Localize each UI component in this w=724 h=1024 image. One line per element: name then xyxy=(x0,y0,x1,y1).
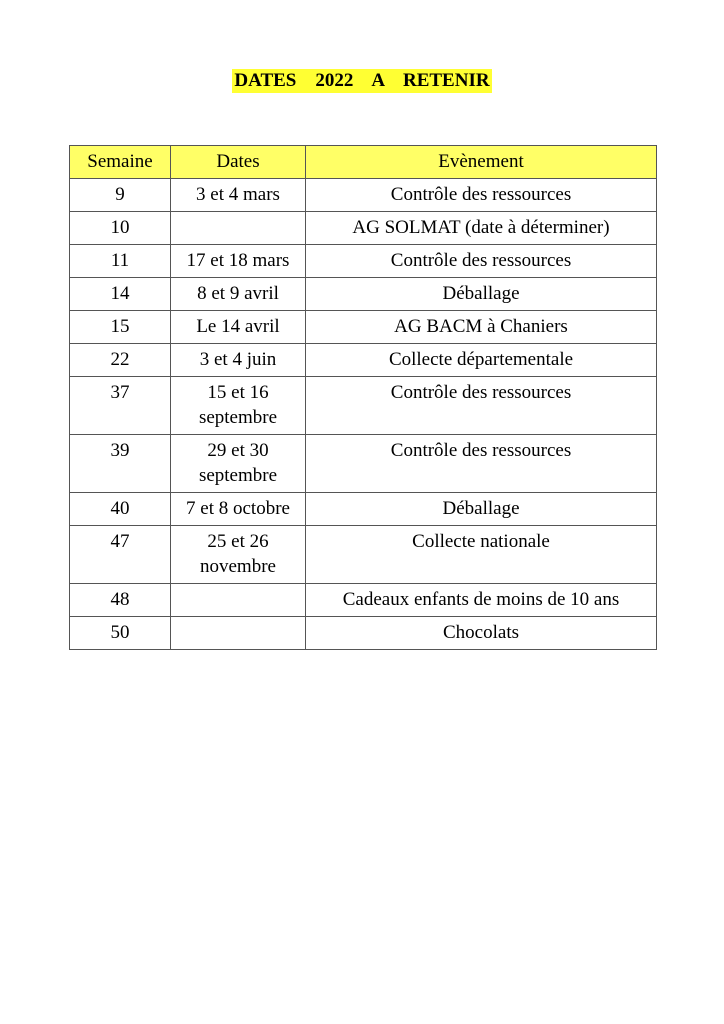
table-row xyxy=(70,278,657,311)
dates-cell: 3 et 4 mars xyxy=(171,179,306,212)
events-table xyxy=(69,145,657,650)
week-cell: 48 xyxy=(70,584,171,617)
event-cell: Contrôle des ressources xyxy=(306,179,657,212)
week-cell: 9 xyxy=(70,179,171,212)
table-row xyxy=(70,179,657,212)
week-cell: 14 xyxy=(70,278,171,311)
event-cell: Chocolats xyxy=(306,617,657,650)
event-cell: Contrôle des ressources xyxy=(306,435,657,493)
table-row xyxy=(70,311,657,344)
dates-cell: 7 et 8 octobre xyxy=(171,493,306,526)
header-event: Evènement xyxy=(306,146,657,179)
table-row xyxy=(70,344,657,377)
event-cell: Contrôle des ressources xyxy=(306,245,657,278)
event-cell: Déballage xyxy=(306,493,657,526)
table-row xyxy=(70,617,657,650)
page-title: DATES 2022 A RETENIR xyxy=(234,70,490,91)
event-cell: AG BACM à Chaniers xyxy=(306,311,657,344)
week-cell: 47 xyxy=(70,526,171,584)
header-row xyxy=(70,146,657,179)
week-cell: 11 xyxy=(70,245,171,278)
dates-cell xyxy=(171,212,306,245)
event-cell: Contrôle des ressources xyxy=(306,377,657,435)
header-week: Semaine xyxy=(70,146,171,179)
dates-cell xyxy=(171,617,306,650)
table-header xyxy=(70,146,657,179)
table-body xyxy=(70,179,657,650)
dates-cell: 8 et 9 avril xyxy=(171,278,306,311)
table-row xyxy=(70,584,657,617)
week-cell: 22 xyxy=(70,344,171,377)
dates-cell: 29 et 30 septembre xyxy=(171,435,306,493)
title-wrapper xyxy=(0,69,724,93)
dates-cell: 17 et 18 mars xyxy=(171,245,306,278)
dates-cell: Le 14 avril xyxy=(171,311,306,344)
table-row xyxy=(70,526,657,584)
week-cell: 15 xyxy=(70,311,171,344)
header-dates: Dates xyxy=(171,146,306,179)
week-cell: 50 xyxy=(70,617,171,650)
event-cell: AG SOLMAT (date à déterminer) xyxy=(306,212,657,245)
week-cell: 10 xyxy=(70,212,171,245)
event-cell: Cadeaux enfants de moins de 10 ans xyxy=(306,584,657,617)
table-row xyxy=(70,212,657,245)
dates-cell: 3 et 4 juin xyxy=(171,344,306,377)
week-cell: 39 xyxy=(70,435,171,493)
table-row xyxy=(70,435,657,493)
table-row xyxy=(70,377,657,435)
week-cell: 40 xyxy=(70,493,171,526)
week-cell: 37 xyxy=(70,377,171,435)
dates-cell: 15 et 16 septembre xyxy=(171,377,306,435)
dates-cell: 25 et 26 novembre xyxy=(171,526,306,584)
table-row xyxy=(70,245,657,278)
event-cell: Collecte départementale xyxy=(306,344,657,377)
event-cell: Déballage xyxy=(306,278,657,311)
dates-cell xyxy=(171,584,306,617)
event-cell: Collecte nationale xyxy=(306,526,657,584)
table-row xyxy=(70,493,657,526)
